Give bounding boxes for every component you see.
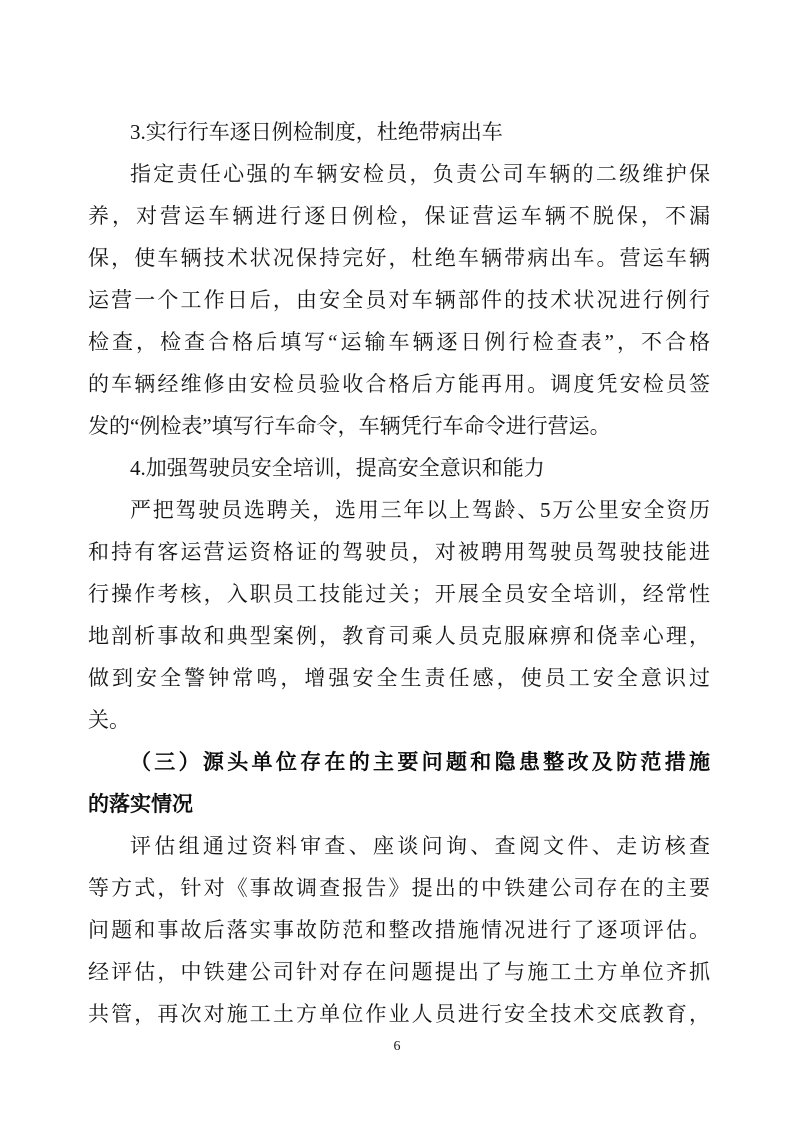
text-line: 保，使车辆技术状况保持完好，杜绝车辆带病出车。营运车辆 — [88, 246, 710, 270]
text-line: 评估组通过资料审查、座谈问询、查阅文件、走访核查 — [130, 834, 710, 858]
text-line: 行操作考核，入职员工技能过关；开展全员安全培训，经常性 — [88, 582, 710, 606]
text-line: 做到安全警钟常鸣，增强安全生责任感，使员工安全意识过 — [88, 666, 710, 690]
text-line: 养，对营运车辆进行逐日例检，保证营运车辆不脱保，不漏 — [88, 204, 710, 228]
text-line: 问题和事故后落实事故防范和整改措施情况进行了逐项评估。 — [88, 918, 710, 942]
text-line: 关。 — [88, 708, 130, 732]
document-body — [88, 111, 710, 1035]
text-line: 经评估，中铁建公司针对存在问题提出了与施工土方单位齐抓 — [88, 960, 710, 984]
text-line: 地剖析事故和典型案例，教育司乘人员克服麻痹和侥幸心理， — [88, 624, 710, 648]
text-line: 指定责任心强的车辆安检员，负责公司车辆的二级维护保 — [130, 162, 710, 186]
text-line: 运营一个工作日后，由安全员对车辆部件的技术状况进行例行 — [88, 288, 710, 312]
text-line: 等方式，针对《事故调查报告》提出的中铁建公司存在的主要 — [88, 876, 710, 900]
text-line: 3.实行行车逐日例检制度，杜绝带病出车 — [130, 120, 503, 144]
text-line: 严把驾驶员选聘关，选用三年以上驾龄、5万公里安全资历 — [130, 498, 710, 522]
page-number: 6 — [393, 1039, 401, 1054]
text-line: 发的“例检表”填写行车命令，车辆凭行车命令进行营运。 — [88, 414, 611, 438]
heading-line: 的落实情况 — [88, 792, 193, 816]
heading-line: （三）源头单位存在的主要问题和隐患整改及防范措施 — [130, 750, 710, 774]
text-line: 的车辆经维修由安检员验收合格后方能再用。调度凭安检员签 — [88, 372, 710, 396]
text-line: 共管，再次对施工土方单位作业人员进行安全技术交底教育， — [88, 1002, 710, 1026]
text-line: 检查，检查合格后填写“运输车辆逐日例行检查表”，不合格 — [88, 330, 710, 354]
text-line: 和持有客运营运资格证的驾驶员，对被聘用驾驶员驾驶技能进 — [88, 540, 710, 564]
text-line: 4.加强驾驶员安全培训，提高安全意识和能力 — [130, 456, 545, 480]
